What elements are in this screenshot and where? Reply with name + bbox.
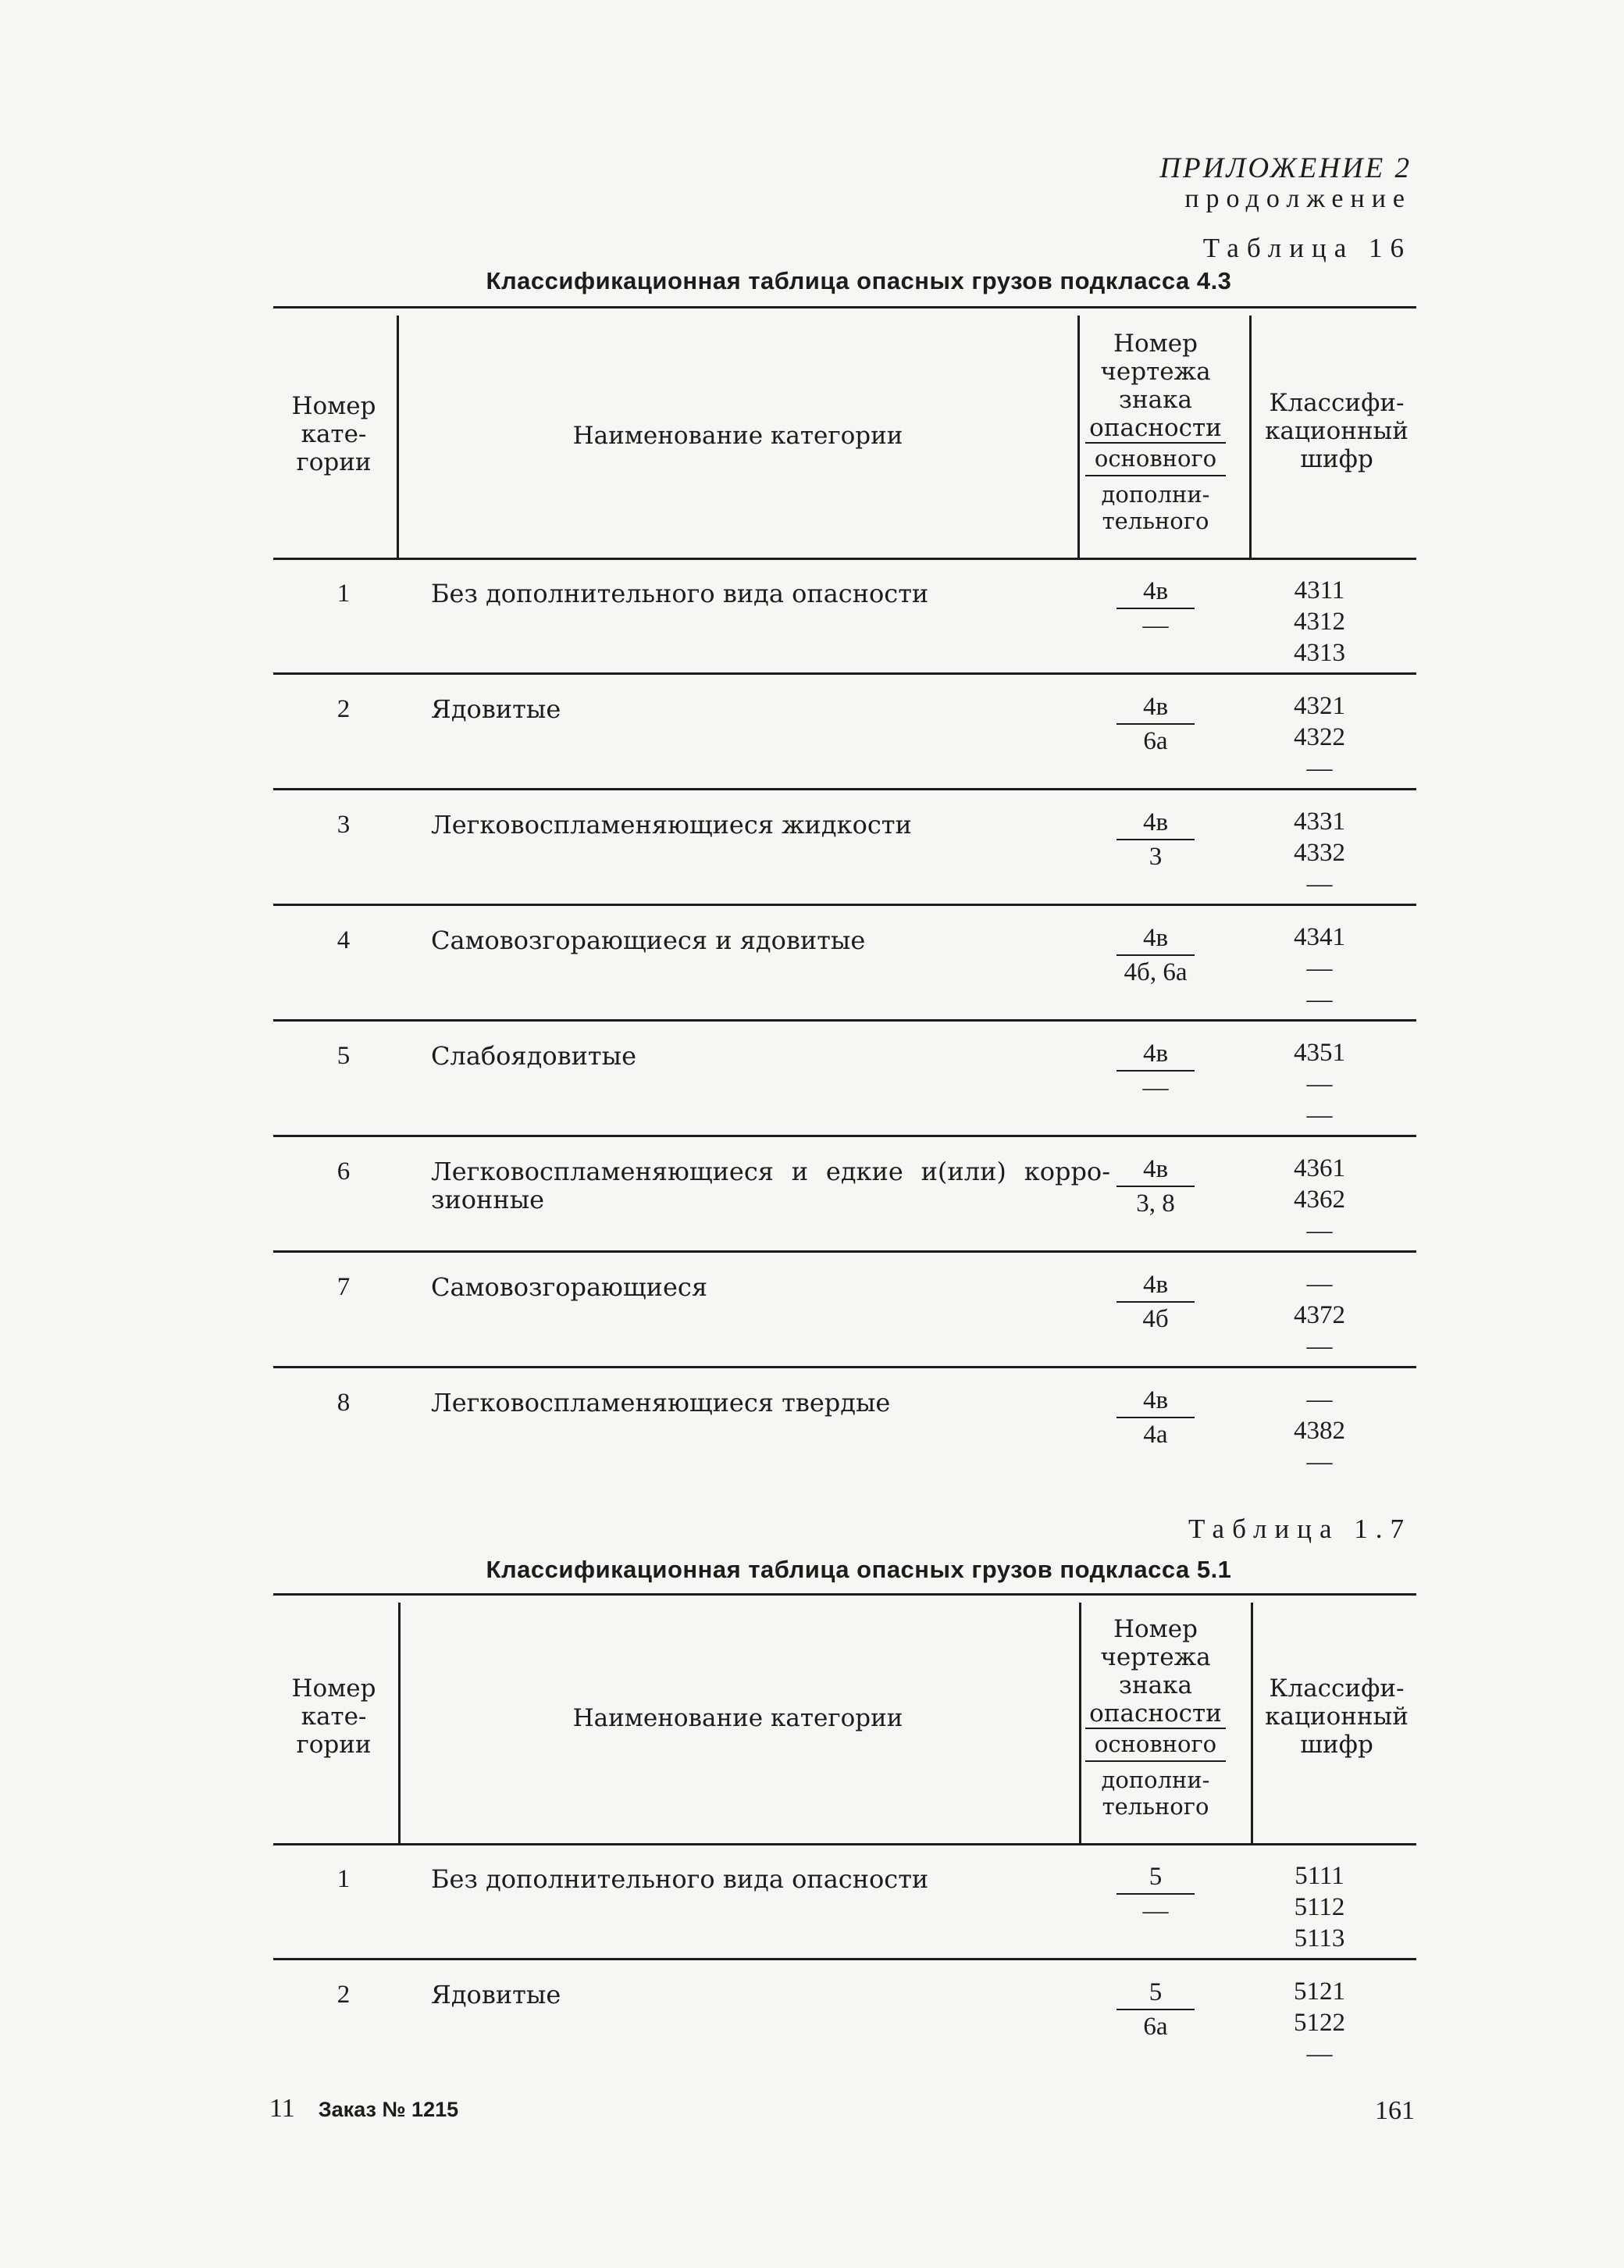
classification-code: — [1306, 1070, 1333, 1098]
header-main: основного [1094, 1731, 1217, 1757]
column-divider [398, 1603, 401, 1845]
page-number: 161 [1375, 2096, 1415, 2125]
table-rule [273, 1593, 1416, 1596]
classification-code: 4321 [1294, 692, 1345, 720]
classification-code: 4341 [1294, 923, 1345, 951]
classification-code: — [1306, 954, 1333, 982]
column-divider [397, 316, 399, 558]
sign-additional: 4а [1143, 1421, 1168, 1449]
classification-code: 4361 [1294, 1154, 1345, 1182]
header-sub-rule [1085, 1728, 1226, 1729]
classification-codes [1249, 806, 1390, 900]
classification-codes [1249, 1037, 1390, 1131]
classification-codes [1249, 1860, 1390, 1954]
table-row [273, 675, 1416, 790]
category-name: Самовозгорающиеся [431, 1272, 708, 1302]
header-additional: дополни-тельного [1101, 481, 1210, 534]
classification-code: 4331 [1294, 808, 1345, 836]
sign-additional: 6а [1143, 727, 1168, 755]
classification-code: 4351 [1294, 1039, 1345, 1067]
classification-code: — [1306, 1101, 1333, 1129]
sign-fraction [1085, 690, 1226, 758]
classification-code: 5121 [1294, 1977, 1345, 2006]
category-name: Без дополнительного вида опасности [431, 579, 929, 608]
header-sub-rule [1085, 442, 1226, 444]
header-category-name: Наименование категории [572, 1704, 903, 1732]
sign-main: 4в [1142, 577, 1169, 605]
header-sign-drawing: Номер чертежа знака опасности [1089, 330, 1222, 442]
sign-fraction [1085, 1860, 1226, 1927]
sign-fraction [1085, 1153, 1226, 1220]
header-category-number: Номер кате-гории [291, 392, 376, 476]
classification-code: — [1306, 870, 1333, 898]
category-name: Легковоспламеняющиеся и едкие и(или) корро-зионные [431, 1157, 1110, 1214]
category-number: 5 [337, 1042, 351, 1070]
table-row [273, 906, 1416, 1022]
classification-code: — [1306, 1332, 1333, 1360]
footer-order [269, 2093, 458, 2124]
sign-additional: 3, 8 [1136, 1189, 1175, 1218]
sign-fraction [1085, 1976, 1226, 2043]
category-number: 7 [337, 1273, 351, 1301]
classification-code: 4312 [1294, 608, 1345, 636]
table-row [273, 1845, 1416, 1960]
table-17-number: Таблица 1.7 [1188, 1514, 1412, 1544]
column-divider [1077, 316, 1080, 558]
classification-code: 4311 [1294, 576, 1345, 604]
category-name: Самовозгорающиеся и ядовитые [431, 925, 866, 955]
sign-additional: 4б, 6а [1124, 958, 1188, 986]
table-row [273, 790, 1416, 906]
classification-code: 4372 [1294, 1301, 1345, 1329]
column-divider [1251, 1603, 1253, 1845]
table-row [273, 1022, 1416, 1137]
classification-codes [1249, 690, 1390, 784]
classification-code: — [1306, 1217, 1333, 1245]
sign-main: 4в [1142, 808, 1169, 836]
sign-fraction [1085, 922, 1226, 989]
table-rule [273, 306, 1416, 308]
sign-main: 4в [1142, 1386, 1169, 1414]
sign-main: 4в [1142, 1271, 1169, 1299]
header-main: основного [1094, 445, 1217, 472]
table-17 [273, 1593, 1416, 2077]
sign-additional: 3 [1149, 843, 1163, 871]
classification-codes [1249, 575, 1390, 669]
classification-code: 5122 [1294, 2009, 1345, 2037]
sign-additional: 6а [1143, 2013, 1168, 2041]
category-number: 8 [337, 1389, 351, 1417]
sign-main: 4в [1142, 693, 1169, 721]
classification-code: — [1306, 1448, 1333, 1476]
continued-label: продолжение [1184, 184, 1412, 213]
classification-code: 5112 [1294, 1893, 1345, 1921]
column-divider [1249, 316, 1252, 558]
category-name: Легковоспламеняющиеся твердые [431, 1388, 891, 1418]
sign-main: 4в [1142, 1040, 1169, 1068]
sign-additional: 4б [1142, 1305, 1169, 1333]
category-number: 1 [337, 1865, 351, 1893]
classification-code: 4322 [1294, 723, 1345, 751]
table-row [273, 559, 1416, 675]
sign-main: 5 [1149, 1863, 1163, 1891]
sign-fraction [1085, 806, 1226, 873]
table-row [273, 1137, 1416, 1253]
footer-order-text: Заказ № 1215 [318, 2098, 459, 2121]
classification-codes [1249, 1384, 1390, 1478]
header-additional: дополни-тельного [1101, 1767, 1210, 1820]
header-code: Классифи-кационный шифр [1265, 1674, 1409, 1759]
table-17-title: Классификационная таблица опасных грузов подкласса 5.1 [486, 1556, 1232, 1583]
classification-codes [1249, 1268, 1390, 1362]
classification-code: 4313 [1294, 639, 1345, 667]
classification-codes [1249, 1153, 1390, 1246]
header-sub-rule [1085, 1760, 1226, 1762]
category-name: Ядовитые [431, 694, 561, 724]
classification-code: — [1306, 1385, 1333, 1414]
category-number: 4 [337, 926, 351, 954]
header-category-number: Номер кате-гории [291, 1674, 376, 1759]
category-name: Легковоспламеняющиеся жидкости [431, 810, 912, 840]
header-sub-rule [1085, 475, 1226, 476]
classification-code: 5111 [1295, 1862, 1344, 1890]
classification-code: — [1306, 986, 1333, 1014]
sign-main: 5 [1149, 1978, 1163, 2006]
sign-fraction [1085, 1268, 1226, 1335]
category-number: 3 [337, 811, 351, 839]
column-divider [1079, 1603, 1081, 1845]
category-name: Ядовитые [431, 1980, 561, 2009]
category-number: 2 [337, 695, 351, 723]
table-row [273, 1253, 1416, 1368]
sign-fraction [1085, 575, 1226, 642]
category-number: 1 [337, 579, 351, 608]
sign-fraction [1085, 1037, 1226, 1104]
header-code: Классифи-кационный шифр [1265, 389, 1409, 473]
sign-main: 4в [1142, 1155, 1169, 1183]
classification-code: 4382 [1294, 1417, 1345, 1445]
category-name: Слабоядовитые [431, 1041, 637, 1071]
table-row [273, 1368, 1416, 1484]
table-row [273, 1960, 1416, 2076]
classification-codes [1249, 1976, 1390, 2070]
header-category-name: Наименование категории [572, 422, 903, 450]
sign-additional: — [1142, 612, 1169, 640]
classification-code: — [1306, 1270, 1333, 1298]
classification-codes [1249, 922, 1390, 1015]
classification-code: — [1306, 2040, 1333, 2068]
classification-code: — [1306, 754, 1333, 783]
table-16-number: Таблица 16 [1202, 233, 1412, 263]
classification-code: 4332 [1294, 839, 1345, 867]
category-name: Без дополнительного вида опасности [431, 1864, 929, 1894]
classification-code: 4362 [1294, 1186, 1345, 1214]
sign-additional: — [1142, 1897, 1169, 1925]
sign-main: 4в [1142, 924, 1169, 952]
category-number: 2 [337, 1981, 351, 2009]
footer-sheet: 11 [269, 2094, 295, 2123]
table-16-title: Классификационная таблица опасных грузов подкласса 4.3 [486, 267, 1232, 294]
table-16 [273, 306, 1416, 1478]
header-sign-drawing: Номер чертежа знака опасности [1089, 1615, 1222, 1728]
classification-code: 5113 [1294, 1924, 1345, 1952]
appendix-label: ПРИЛОЖЕНИЕ 2 [1159, 152, 1412, 184]
sign-fraction [1085, 1384, 1226, 1451]
sign-additional: — [1142, 1074, 1169, 1102]
category-number: 6 [337, 1157, 351, 1186]
